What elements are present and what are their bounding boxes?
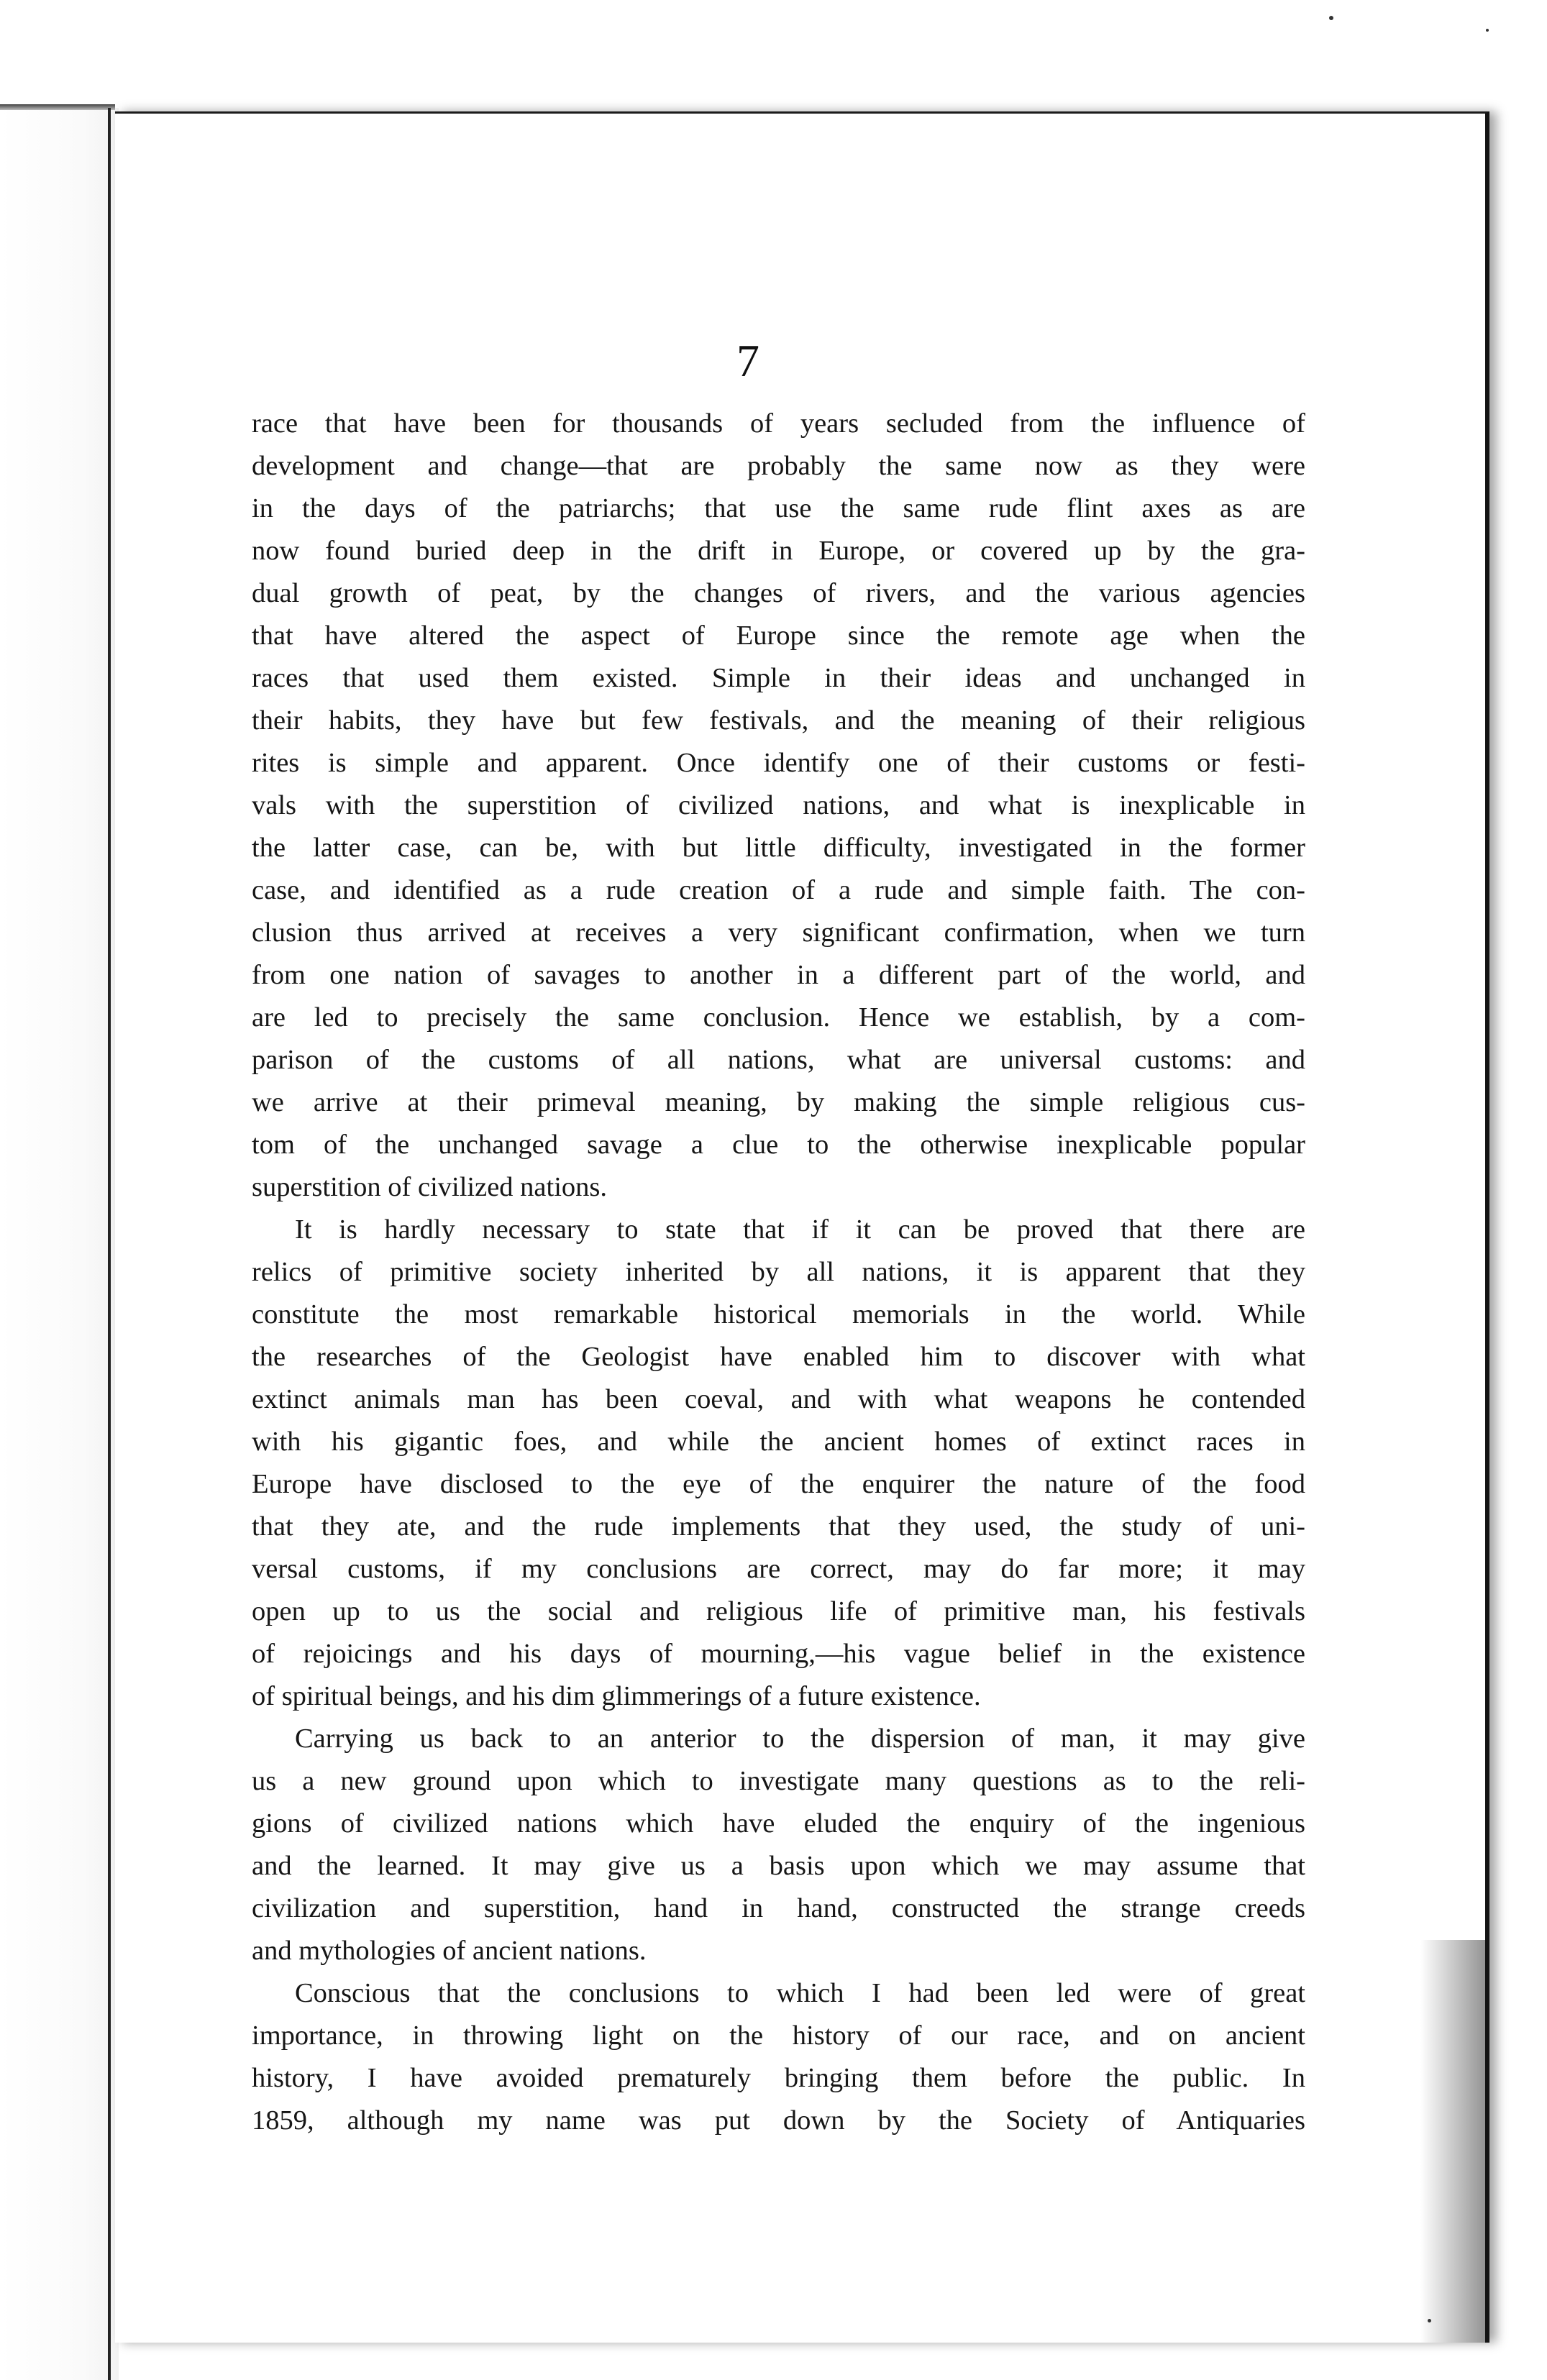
text-line: importance, in throwing light on the history of our race, and on ancient xyxy=(252,2020,1305,2051)
text-line: the researches of the Geologist have enabled him to discover with what xyxy=(252,1342,1305,1372)
text-line: their habits, they have but few festivals, and the meaning of their religious xyxy=(252,705,1305,736)
text-line: history, I have avoided prematurely bringing them before the public. In xyxy=(252,2063,1305,2093)
scan-speck xyxy=(1428,2319,1431,2322)
text-line: gions of civilized nations which have eluded the enquiry of the ingenious xyxy=(252,1808,1305,1839)
page-number: 7 xyxy=(736,335,759,386)
text-line: now found buried deep in the drift in Europe, or covered up by the gra- xyxy=(252,536,1305,566)
scan-speck xyxy=(1486,29,1489,32)
text-line: development and change—that are probably the same now as they were xyxy=(252,451,1305,481)
body-text xyxy=(252,403,1305,2142)
paragraph xyxy=(252,1209,1305,1718)
text-line: Carrying us back to an anterior to the dispersion of man, it may give xyxy=(295,1724,1305,1754)
page-curl-shadow xyxy=(1420,1940,1485,2343)
text-line: dual growth of peat, by the changes of rivers, and the various agencies xyxy=(252,578,1305,608)
text-line: tom of the unchanged savage a clue to the otherwise inexplicable popular xyxy=(252,1130,1305,1160)
text-line: open up to us the social and religious life of primitive man, his festivals xyxy=(252,1596,1305,1626)
text-line: parison of the customs of all nations, what are universal customs: and xyxy=(252,1045,1305,1075)
text-line: that they ate, and the rude implements that they used, the study of uni- xyxy=(252,1511,1305,1542)
paragraph xyxy=(252,403,1305,1209)
text-line: of spiritual beings, and his dim glimmerings of a future existence. xyxy=(252,1681,981,1711)
text-line: of rejoicings and his days of mourning,—his vague belief in the existence xyxy=(252,1639,1305,1669)
text-line: with his gigantic foes, and while the ancient homes of extinct races in xyxy=(252,1427,1305,1457)
text-line: and the learned. It may give us a basis upon which we may assume that xyxy=(252,1851,1305,1881)
text-line: versal customs, if my conclusions are correct, may do far more; it may xyxy=(252,1554,1305,1584)
text-line: us a new ground upon which to investigate many questions as to the reli- xyxy=(252,1766,1305,1796)
text-line: race that have been for thousands of years secluded from the influence of xyxy=(252,408,1305,439)
text-line: we arrive at their primeval meaning, by making the simple religious cus- xyxy=(252,1087,1305,1117)
text-line: clusion thus arrived at receives a very significant confirmation, when we turn xyxy=(252,917,1305,948)
scan-speck xyxy=(1329,16,1333,20)
text-line: extinct animals man has been coeval, and with what weapons he contended xyxy=(252,1384,1305,1414)
text-line: races that used them existed. Simple in their ideas and unchanged in xyxy=(252,663,1305,693)
text-line: the latter case, can be, with but little difficulty, investigated in the former xyxy=(252,833,1305,863)
facing-page-edge xyxy=(0,108,119,2380)
text-line: rites is simple and apparent. Once identify one of their customs or festi- xyxy=(252,748,1305,778)
text-line: Europe have disclosed to the eye of the enquirer the nature of the food xyxy=(252,1469,1305,1499)
text-line: civilization and superstition, hand in hand, constructed the strange creeds xyxy=(252,1893,1305,1923)
binding-edge xyxy=(108,108,111,2380)
paragraph xyxy=(252,1718,1305,1972)
text-line: 1859, although my name was put down by the Society of Antiquaries xyxy=(252,2105,1305,2136)
text-line: relics of primitive society inherited by all nations, it is apparent that they xyxy=(252,1257,1305,1287)
text-line: Conscious that the conclusions to which I had been led were of great xyxy=(295,1978,1305,2008)
text-line: are led to precisely the same conclusion. Hence we establish, by a com- xyxy=(252,1002,1305,1033)
text-line: superstition of civilized nations. xyxy=(252,1172,607,1202)
text-line: constitute the most remarkable historical memorials in the world. While xyxy=(252,1299,1305,1329)
text-line: from one nation of savages to another in a different part of the world, and xyxy=(252,960,1305,990)
paragraph xyxy=(252,1972,1305,2142)
text-line: It is hardly necessary to state that if it can be proved that there are xyxy=(295,1214,1305,1245)
text-line: that have altered the aspect of Europe since the remote age when the xyxy=(252,621,1305,651)
text-line: and mythologies of ancient nations. xyxy=(252,1936,647,1966)
text-line: in the days of the patriarchs; that use the same rude flint axes as are xyxy=(252,493,1305,523)
text-line: vals with the superstition of civilized nations, and what is inexplicable in xyxy=(252,790,1305,820)
page-top-shadow xyxy=(0,104,115,110)
text-line: case, and identified as a rude creation of a rude and simple faith. The con- xyxy=(252,875,1305,905)
